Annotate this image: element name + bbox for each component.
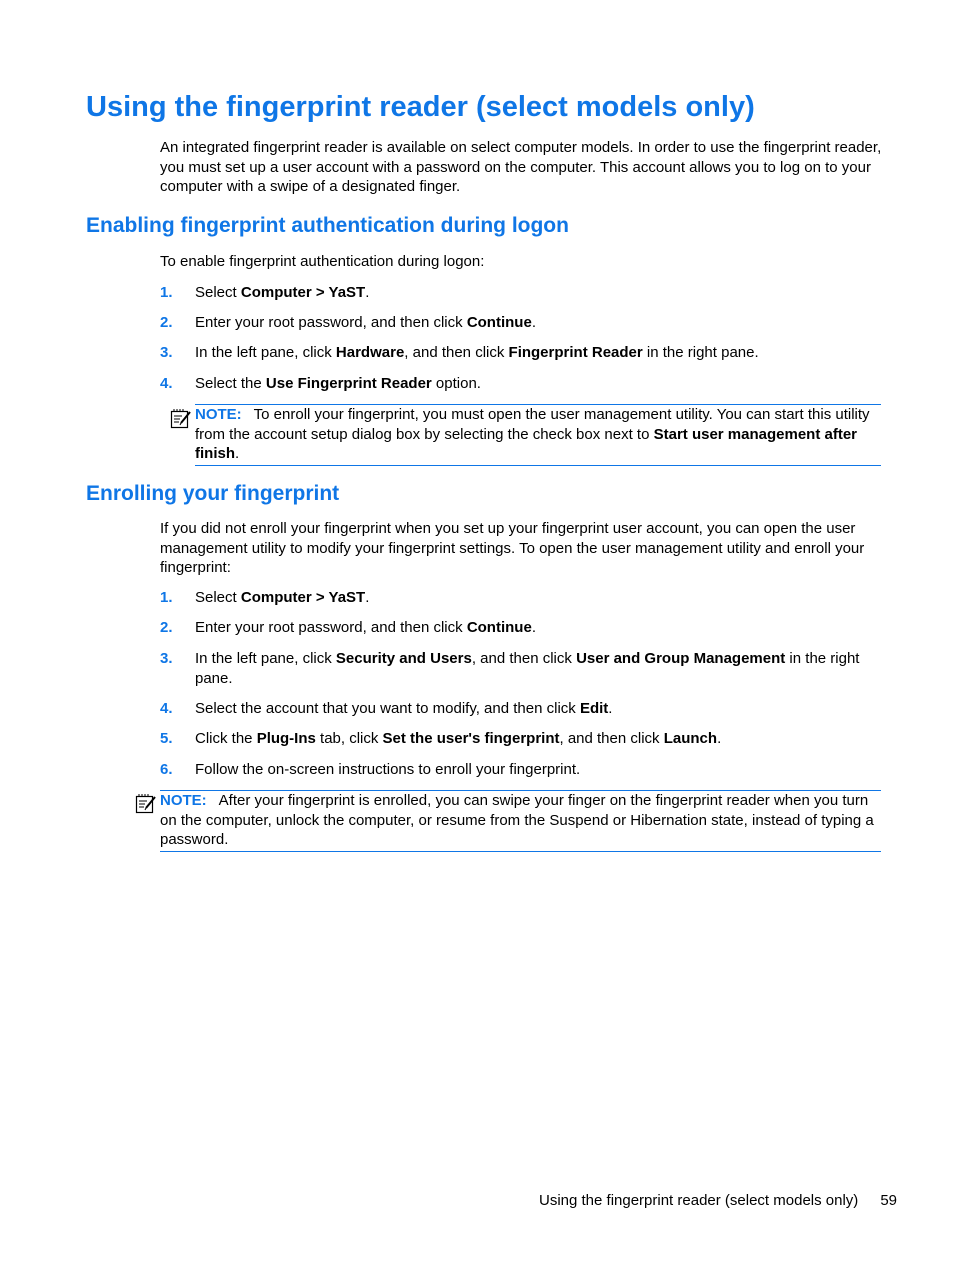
step-number: 2. [160, 619, 173, 636]
note-box [160, 790, 881, 852]
step-text: In the left pane, click Security and Users, and then click User and Group Management in the right pane. [195, 650, 860, 687]
step-number: 5. [160, 730, 173, 747]
step-text: Select the account that you want to modify, and then click Edit. [195, 700, 613, 717]
step-number: 4. [160, 700, 173, 717]
step-text: Follow the on-screen instructions to enroll your fingerprint. [195, 761, 581, 778]
section2-heading: Enrolling your fingerprint [86, 482, 340, 505]
page-number: 59 [880, 1192, 897, 1209]
step-number: 3. [160, 344, 173, 361]
step-number: 1. [160, 284, 173, 301]
section1-lead: To enable fingerprint authentication during logon: [160, 253, 485, 270]
note-label: NOTE: [195, 406, 242, 423]
step-text: Enter your root password, and then click Continue. [195, 314, 536, 331]
step-number: 3. [160, 650, 173, 667]
intro-paragraph: An integrated fingerprint reader is available on select computer models. In order to use the fingerprint reader, you must set up a user account with a password on the computer. This account allows you to log on to your computer with a swipe of a designated finger. [160, 139, 882, 195]
step-text: Enter your root password, and then click Continue. [195, 619, 536, 636]
note-pad-icon [135, 792, 157, 814]
step-number: 2. [160, 314, 173, 331]
step-number: 1. [160, 589, 173, 606]
note-text: After your fingerprint is enrolled, you can swipe your finger on the fingerprint reader when you turn on the computer, unlock the computer, or resume from the Suspend or Hibernation state, instead of typing a password. [160, 792, 874, 848]
note-pad-icon [170, 407, 192, 429]
step-text: In the left pane, click Hardware, and then click Fingerprint Reader in the right pane. [195, 344, 759, 361]
note-box [195, 404, 881, 466]
step-text: Click the Plug-Ins tab, click Set the user's fingerprint, and then click Launch. [195, 730, 722, 747]
footer-title: Using the fingerprint reader (select models only) [538, 1192, 859, 1209]
step-number: 6. [160, 761, 173, 778]
step-text: Select the Use Fingerprint Reader option. [195, 375, 481, 392]
step-number: 4. [160, 375, 173, 392]
section2-lead: If you did not enroll your fingerprint when you set up your fingerprint user account, you can open the user management utility to modify your fingerprint settings. To open the user management utility and enroll your fingerprint: [160, 520, 865, 576]
note-text: To enroll your fingerprint, you must open the user management utility. You can start this utility from the account setup dialog box by selecting the check box next to Start user management after finish. [195, 406, 870, 462]
page-footer [539, 1191, 897, 1211]
step-text: Select Computer > YaST. [195, 589, 370, 606]
section1-heading: Enabling fingerprint authentication during logon [86, 214, 569, 237]
note-label: NOTE: [160, 792, 207, 809]
step-text: Select Computer > YaST. [195, 284, 370, 301]
page-title: Using the fingerprint reader (select models only) [86, 91, 755, 123]
